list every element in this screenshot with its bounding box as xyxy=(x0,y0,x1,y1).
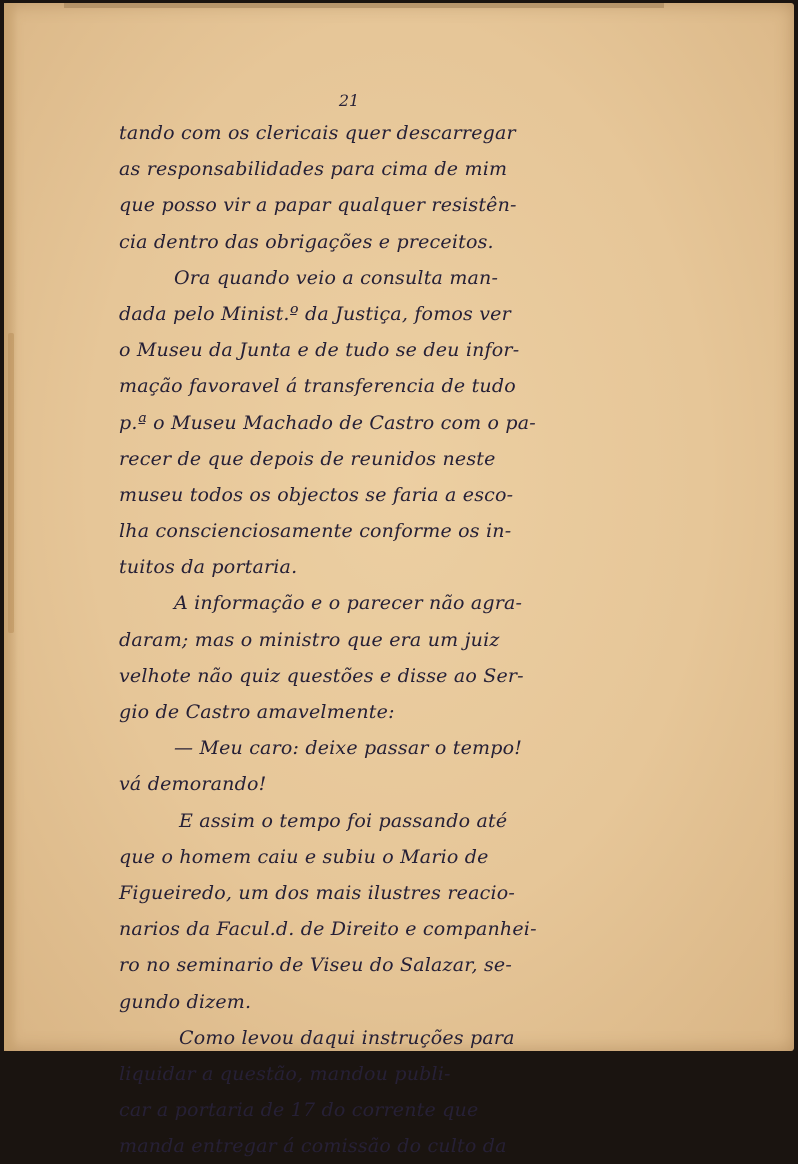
text-line: liquidar a questão, mandou publi- xyxy=(119,1062,451,1085)
text-line: lha conscienciosamente conforme os in- xyxy=(119,520,512,543)
text-line: Figueiredo, um dos mais ilustres reacio- xyxy=(119,881,516,904)
text-line: narios da Facul.d. de Direito e companhei- xyxy=(119,918,537,941)
binding-stain xyxy=(8,333,14,633)
text-line: tuitos da portaria. xyxy=(119,556,298,579)
text-line: daram; mas o ministro que era um juiz xyxy=(119,628,500,651)
text-line: Como levou daqui instruções para xyxy=(179,1026,515,1049)
text-line: museu todos os objectos se faria a esco- xyxy=(119,483,514,506)
text-line: gundo dizem. xyxy=(119,990,252,1013)
text-line: E assim o tempo foi passando até xyxy=(179,809,508,832)
text-line: que posso vir a papar qualquer resistên- xyxy=(119,194,517,217)
text-line: recer de que depois de reunidos neste xyxy=(119,447,496,470)
text-line: mação favoravel á transferencia de tudo xyxy=(119,375,516,398)
text-line: gio de Castro amavelmente: xyxy=(119,701,395,723)
text-line: cia dentro das obrigações e preceitos. xyxy=(119,230,494,253)
text-line: Ora quando veio a consulta man- xyxy=(174,266,499,289)
manuscript-page xyxy=(4,3,794,1158)
text-line: velhote não quiz questões e disse ao Ser- xyxy=(119,664,524,687)
text-line: o Museu da Junta e de tudo se deu infor- xyxy=(119,339,520,362)
top-edge-stain xyxy=(64,3,664,8)
text-line: vá demorando! xyxy=(119,773,267,796)
text-line: A informação e o parecer não agra- xyxy=(174,592,523,615)
page-number: 21 xyxy=(338,91,360,110)
text-line: tando com os clericais quer descarregar xyxy=(119,122,516,144)
handwritten-text-block xyxy=(119,115,599,1164)
text-line: — Meu caro: deixe passar o tempo! xyxy=(174,737,523,760)
text-line: as responsabilidades para cima de mim xyxy=(119,158,508,181)
text-line: p.ª o Museu Machado de Castro com o pa- xyxy=(119,411,536,434)
text-line: que o homem caiu e subiu o Mario de xyxy=(119,845,489,868)
text-line: ro no seminario de Viseu do Salazar, se- xyxy=(119,954,512,977)
text-line: car a portaria de 17 do corrente que xyxy=(119,1099,479,1122)
text-line: dada pelo Minist.º da Justiça, fomos ver xyxy=(119,302,511,325)
text-line: manda entregar á comissão do culto da xyxy=(119,1135,507,1158)
